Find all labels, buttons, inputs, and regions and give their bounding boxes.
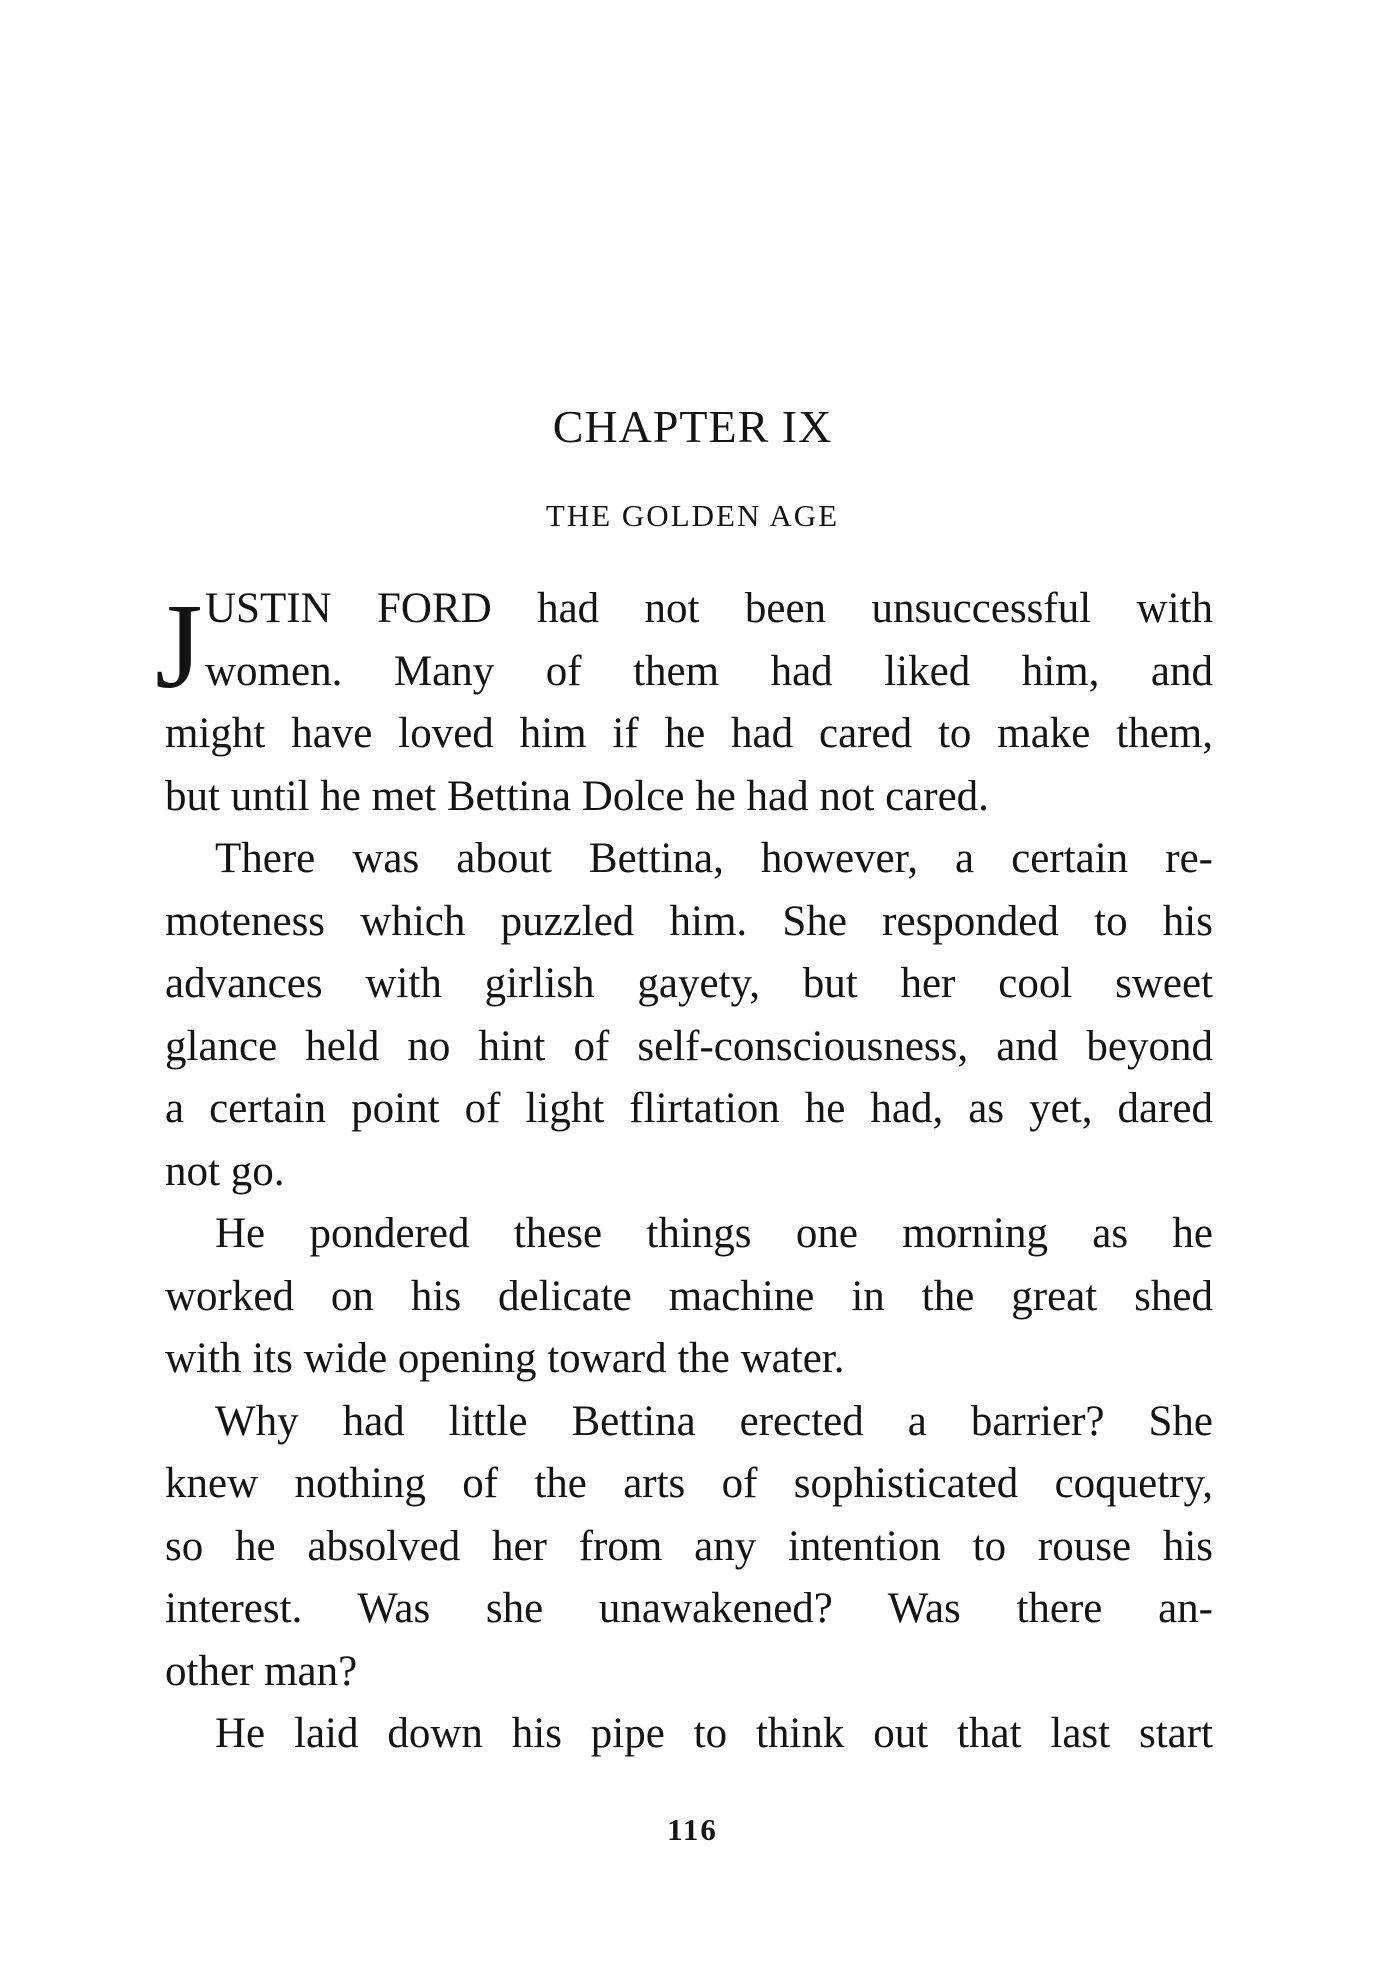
text-line: with its wide opening toward the water.	[165, 1335, 845, 1382]
text-line: Why had little Bettina erected a barrier? She	[215, 1397, 1213, 1445]
text-line: might have loved him if he had cared to make them,	[165, 710, 1213, 757]
text-line: interest. Was she unawakened? Was there an-	[165, 1585, 1213, 1632]
text-line: moteness which puzzled him. She responded to his	[165, 897, 1213, 945]
text-line: a certain point of light flirtation he had, as yet, dared	[165, 1085, 1213, 1132]
text-line: He laid down his pipe to think out that last start	[215, 1710, 1213, 1757]
page-number: 116	[667, 1812, 718, 1847]
text-line: worked on his delicate machine in the great shed	[165, 1272, 1213, 1320]
text-line: women. Many of them had liked him, and	[205, 647, 1213, 695]
text-line: knew nothing of the arts of sophisticated coquetry,	[165, 1460, 1213, 1507]
text-line: glance held no hint of self-consciousness, and beyond	[165, 1022, 1213, 1070]
chapter-heading: CHAPTER IX	[552, 401, 833, 452]
chapter-text	[155, 578, 1213, 1766]
drop-cap: J	[155, 579, 203, 714]
chapter-subtitle: THE GOLDEN AGE	[545, 498, 840, 533]
text-line: USTIN FORD had not been unsuccessful with	[205, 585, 1213, 632]
text-line: There was about Bettina, however, a certain re-	[215, 835, 1213, 882]
text-line: not go.	[165, 1147, 285, 1195]
text-line: but until he met Bettina Dolce he had not cared.	[165, 772, 989, 820]
text-line: other man?	[165, 1647, 358, 1695]
text-line: so he absolved her from any intention to rouse his	[165, 1522, 1213, 1570]
text-line: advances with girlish gayety, but her cool sweet	[165, 960, 1213, 1007]
text-line: He pondered these things one morning as he	[215, 1210, 1213, 1257]
